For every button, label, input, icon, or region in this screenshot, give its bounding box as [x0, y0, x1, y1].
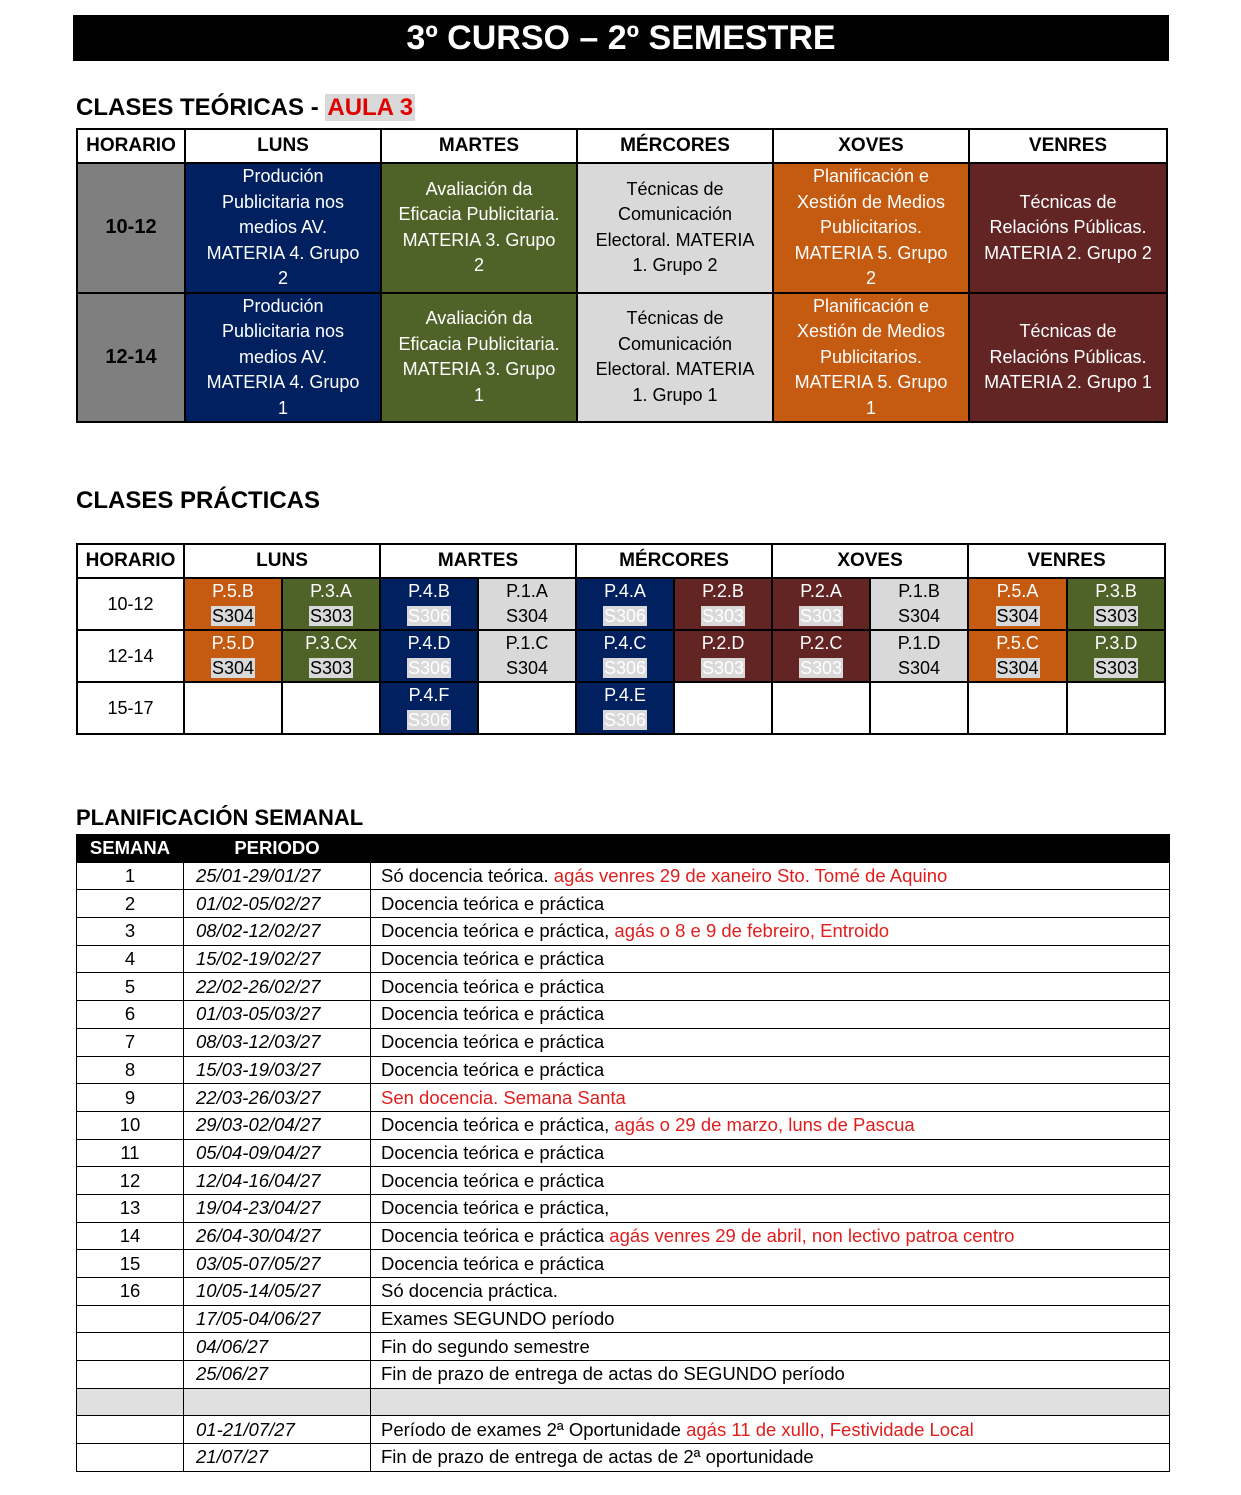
room-wrapper — [381, 656, 477, 681]
planning-row — [77, 1001, 1170, 1029]
room-wrapper — [283, 604, 379, 629]
description-text: Docencia teórica e práctica — [381, 1058, 605, 1080]
week-description — [371, 1361, 1170, 1389]
room-label: S306 — [407, 606, 451, 626]
planning-header-cell — [371, 835, 1170, 863]
practice-group-label: P.4.D — [407, 633, 451, 653]
practice-header-cell: LUNS — [184, 544, 380, 578]
theory-header-row — [77, 129, 1167, 163]
planning-section-title: PLANIFICACIÓN SEMANAL — [76, 805, 364, 830]
planning-table — [76, 834, 1170, 1472]
planning-header-cell: SEMANA — [77, 835, 184, 863]
theory-class-cell: Avaliación da Eficacia Publicitaria. MATERIA 3. Grupo 2 — [381, 163, 577, 293]
theory-header-cell: LUNS — [185, 129, 381, 163]
practice-group-cell — [380, 630, 478, 682]
theory-class-cell: Técnicas de Relacións Públicas. MATERIA 2. Grupo 2 — [969, 163, 1167, 293]
theory-class-cell: Técnicas de Relacións Públicas. MATERIA 2. Grupo 1 — [969, 293, 1167, 423]
week-description — [371, 1001, 1170, 1029]
theory-section-title — [76, 94, 415, 122]
period-dates: 08/02-12/02/27 — [184, 918, 371, 946]
planning-row — [77, 1139, 1170, 1167]
room-wrapper — [773, 656, 869, 681]
room-label: S304 — [211, 606, 255, 626]
time-slot-cell: 10-12 — [77, 578, 184, 630]
week-description — [371, 1305, 1170, 1333]
period-dates: 29/03-02/04/27 — [184, 1111, 371, 1139]
practice-group-cell — [968, 682, 1067, 734]
period-dates: 17/05-04/06/27 — [184, 1305, 371, 1333]
practice-group-label: P.4.F — [408, 685, 450, 705]
practice-group-cell — [576, 630, 674, 682]
exception-note: agás venres 29 de xaneiro Sto. Tomé de Aquino — [553, 865, 948, 887]
week-description — [371, 1139, 1170, 1167]
week-number: 3 — [77, 918, 184, 946]
week-number — [77, 1333, 184, 1361]
planning-row — [77, 1305, 1170, 1333]
practice-group-label: P.5.B — [212, 581, 254, 601]
week-number — [77, 1305, 184, 1333]
week-number: 6 — [77, 1001, 184, 1029]
description-text: Docencia teórica e práctica — [381, 1141, 605, 1163]
description-text: Docencia teórica e práctica — [381, 1224, 605, 1246]
practice-group-label: P.3.Cx — [305, 633, 357, 653]
practice-group-label: P.3.A — [310, 581, 352, 601]
practice-group-label: P.1.B — [898, 581, 940, 601]
week-description — [371, 890, 1170, 918]
week-number: 7 — [77, 1028, 184, 1056]
period-dates: 22/02-26/02/27 — [184, 973, 371, 1001]
description-text: Docencia teórica e práctica — [381, 1031, 605, 1053]
room-label: S303 — [309, 606, 353, 626]
planning-row — [77, 1416, 1170, 1444]
period-dates: 19/04-23/04/27 — [184, 1194, 371, 1222]
planning-row — [77, 1056, 1170, 1084]
week-number — [77, 1388, 184, 1416]
practice-group-cell — [870, 682, 968, 734]
planning-row — [77, 1084, 1170, 1112]
practice-group-label: P.4.B — [408, 581, 450, 601]
theory-class-cell: Produción Publicitaria nos medios AV. MATERIA 4. Grupo 2 — [185, 163, 381, 293]
week-description — [371, 1194, 1170, 1222]
theory-header-cell: MÉRCORES — [577, 129, 773, 163]
week-description — [371, 862, 1170, 890]
practice-group-cell — [870, 630, 968, 682]
room-wrapper — [185, 656, 281, 681]
practice-row — [77, 682, 1165, 734]
practice-header-cell: MÉRCORES — [576, 544, 772, 578]
room-label: S303 — [1095, 606, 1138, 626]
exception-note: agás 11 de xullo, Festividade Local — [686, 1418, 974, 1440]
period-dates: 08/03-12/03/27 — [184, 1028, 371, 1056]
practice-group-cell — [184, 682, 282, 734]
period-dates: 26/04-30/04/27 — [184, 1222, 371, 1250]
week-number: 5 — [77, 973, 184, 1001]
description-text: Exames SEGUNDO período — [381, 1308, 615, 1330]
practice-group-label: P.2.D — [701, 633, 745, 653]
practice-group-cell — [380, 578, 478, 630]
period-dates — [184, 1388, 371, 1416]
week-description — [371, 945, 1170, 973]
practice-group-cell — [772, 630, 870, 682]
week-description — [371, 1388, 1170, 1416]
planning-row — [77, 1111, 1170, 1139]
week-description — [371, 1222, 1170, 1250]
week-number: 11 — [77, 1139, 184, 1167]
planning-row — [77, 1388, 1170, 1416]
practice-section-title: CLASES PRÁCTICAS — [76, 487, 321, 514]
room-wrapper — [577, 656, 673, 681]
page-title-text: 3º CURSO – 2º SEMESTRE — [406, 18, 836, 57]
week-number: 2 — [77, 890, 184, 918]
practice-group-label: P.1.C — [505, 633, 549, 653]
description-text: Docencia teórica e práctica, — [381, 1114, 610, 1136]
practice-row — [77, 578, 1165, 630]
week-description — [371, 1333, 1170, 1361]
week-number: 10 — [77, 1111, 184, 1139]
practice-group-label: P.4.E — [604, 685, 646, 705]
room-wrapper — [577, 708, 673, 733]
period-dates: 05/04-09/04/27 — [184, 1139, 371, 1167]
theory-header-cell: MARTES — [381, 129, 577, 163]
room-label: S304 — [996, 606, 1039, 626]
theory-class-cell: Produción Publicitaria nos medios AV. MATERIA 4. Grupo 1 — [185, 293, 381, 423]
theory-row — [77, 163, 1167, 293]
practice-row — [77, 630, 1165, 682]
time-slot-cell: 15-17 — [77, 682, 184, 734]
planning-row — [77, 918, 1170, 946]
planning-row — [77, 945, 1170, 973]
time-slot-cell: 10-12 — [77, 163, 185, 293]
exception-note: agás o 29 de marzo, luns de Pascua — [614, 1114, 915, 1136]
practice-group-cell — [674, 630, 772, 682]
description-text: Docencia teórica e práctica — [381, 948, 605, 970]
exception-note: agás venres 29 de abril, non lectivo patroa centro — [609, 1224, 1015, 1246]
period-dates: 03/05-07/05/27 — [184, 1250, 371, 1278]
planning-row — [77, 1250, 1170, 1278]
room-wrapper — [381, 604, 477, 629]
planning-row — [77, 1444, 1170, 1472]
practice-group-cell — [1067, 630, 1165, 682]
description-text: Docencia teórica e práctica, — [381, 920, 610, 942]
practice-group-cell — [576, 578, 674, 630]
week-description — [371, 1084, 1170, 1112]
theory-class-cell: Planificación e Xestión de Medios Publicitarios. MATERIA 5. Grupo 1 — [773, 293, 969, 423]
practice-group-cell — [772, 682, 870, 734]
room-wrapper — [283, 656, 379, 681]
time-slot-cell: 12-14 — [77, 293, 185, 423]
planning-row — [77, 862, 1170, 890]
room-wrapper — [871, 656, 967, 681]
room-label: S303 — [702, 658, 745, 678]
description-text: Docencia teórica e práctica — [381, 1252, 605, 1274]
week-number: 8 — [77, 1056, 184, 1084]
week-description — [371, 1056, 1170, 1084]
week-number: 13 — [77, 1194, 184, 1222]
period-dates: 15/02-19/02/27 — [184, 945, 371, 973]
description-text: Docencia teórica e práctica — [381, 975, 605, 997]
period-dates: 01-21/07/27 — [184, 1416, 371, 1444]
time-slot-cell: 12-14 — [77, 630, 184, 682]
practice-group-cell — [870, 578, 968, 630]
week-description — [371, 973, 1170, 1001]
practice-header-row — [77, 544, 1165, 578]
practice-group-cell — [478, 682, 576, 734]
practice-group-label: P.2.A — [800, 581, 842, 601]
week-description — [371, 1167, 1170, 1195]
planning-header-row — [77, 835, 1170, 863]
practice-group-cell — [674, 578, 772, 630]
week-number: 15 — [77, 1250, 184, 1278]
week-number: 16 — [77, 1278, 184, 1306]
practice-group-label: P.3.B — [1095, 581, 1137, 601]
theory-schedule-table — [76, 128, 1168, 423]
room-label: S304 — [898, 658, 941, 678]
planning-row — [77, 973, 1170, 1001]
room-label: S306 — [604, 658, 647, 678]
practice-group-cell — [282, 578, 380, 630]
period-dates: 22/03-26/03/27 — [184, 1084, 371, 1112]
week-number: 4 — [77, 945, 184, 973]
planning-row — [77, 1167, 1170, 1195]
practice-group-label: P.3.D — [1094, 633, 1138, 653]
theory-header-cell: XOVES — [773, 129, 969, 163]
room-label: S304 — [898, 606, 941, 626]
period-dates: 21/07/27 — [184, 1444, 371, 1472]
practice-group-cell — [184, 630, 282, 682]
description-text: Fin de prazo de entrega de actas de 2ª oportunidade — [381, 1446, 814, 1468]
period-dates: 01/03-05/03/27 — [184, 1001, 371, 1029]
week-number — [77, 1444, 184, 1472]
period-dates: 15/03-19/03/27 — [184, 1056, 371, 1084]
theory-title-text: CLASES TEÓRICAS - — [76, 94, 319, 121]
room-label: S303 — [309, 658, 353, 678]
planning-row — [77, 890, 1170, 918]
practice-group-cell — [968, 630, 1067, 682]
description-text: Período de exames 2ª Oportunidade — [381, 1418, 681, 1440]
week-description — [371, 1028, 1170, 1056]
practice-group-cell — [282, 630, 380, 682]
period-dates: 04/06/27 — [184, 1333, 371, 1361]
room-wrapper — [871, 604, 967, 629]
description-text: Só docencia teórica. — [381, 865, 549, 887]
theory-header-cell: HORARIO — [77, 129, 185, 163]
theory-class-cell: Técnicas de Comunicación Electoral. MATERIA 1. Grupo 2 — [577, 163, 773, 293]
room-wrapper — [381, 708, 477, 733]
room-wrapper — [675, 656, 771, 681]
practice-header-cell: MARTES — [380, 544, 576, 578]
week-description — [371, 1278, 1170, 1306]
theory-row — [77, 293, 1167, 423]
room-label: S306 — [604, 606, 647, 626]
room-label: S306 — [407, 658, 451, 678]
room-label: S306 — [604, 710, 647, 730]
description-text: Docencia teórica e práctica — [381, 892, 605, 914]
practice-group-cell — [282, 682, 380, 734]
room-label: S306 — [407, 710, 451, 730]
room-wrapper — [675, 604, 771, 629]
period-dates: 10/05-14/05/27 — [184, 1278, 371, 1306]
room-label: S303 — [1095, 658, 1138, 678]
week-number — [77, 1361, 184, 1389]
period-dates: 12/04-16/04/27 — [184, 1167, 371, 1195]
description-text: Só docencia práctica. — [381, 1280, 558, 1302]
theory-body — [77, 163, 1167, 422]
room-label: S304 — [506, 658, 549, 678]
planning-header-cell: PERIODO — [184, 835, 371, 863]
room-wrapper — [1068, 604, 1164, 629]
practice-schedule-table — [76, 543, 1166, 735]
practice-group-label: P.1.A — [506, 581, 548, 601]
period-dates: 25/06/27 — [184, 1361, 371, 1389]
exception-note: agás o 8 e 9 de febreiro, Entroido — [614, 920, 890, 942]
description-text: Docencia teórica e práctica — [381, 1169, 605, 1191]
practice-group-cell — [968, 578, 1067, 630]
planning-body — [77, 862, 1170, 1471]
practice-group-label: P.4.A — [604, 581, 646, 601]
planning-row — [77, 1194, 1170, 1222]
room-label: S303 — [800, 658, 843, 678]
practice-group-cell — [1067, 578, 1165, 630]
practice-group-cell — [1067, 682, 1165, 734]
week-number: 1 — [77, 862, 184, 890]
period-dates: 01/02-05/02/27 — [184, 890, 371, 918]
description-text: Fin do segundo semestre — [381, 1335, 590, 1357]
planning-row — [77, 1028, 1170, 1056]
practice-group-label: P.2.B — [702, 581, 744, 601]
room-wrapper — [479, 604, 575, 629]
room-label: S304 — [996, 658, 1039, 678]
room-label: S304 — [506, 606, 549, 626]
period-dates: 25/01-29/01/27 — [184, 862, 371, 890]
week-description — [371, 1111, 1170, 1139]
practice-group-cell — [576, 682, 674, 734]
practice-group-cell — [478, 630, 576, 682]
week-description — [371, 918, 1170, 946]
week-description — [371, 1416, 1170, 1444]
room-wrapper — [185, 604, 281, 629]
exception-note: Sen docencia. Semana Santa — [381, 1086, 626, 1108]
practice-group-label: P.5.C — [996, 633, 1039, 653]
theory-class-cell: Avaliación da Eficacia Publicitaria. MATERIA 3. Grupo 1 — [381, 293, 577, 423]
room-wrapper — [577, 604, 673, 629]
practice-header-cell: VENRES — [968, 544, 1165, 578]
description-text: Fin de prazo de entrega de actas do SEGUNDO período — [381, 1363, 845, 1385]
room-wrapper — [969, 656, 1066, 681]
theory-class-cell: Planificación e Xestión de Medios Publicitarios. MATERIA 5. Grupo 2 — [773, 163, 969, 293]
planning-row — [77, 1333, 1170, 1361]
room-wrapper — [773, 604, 869, 629]
planning-row — [77, 1278, 1170, 1306]
room-wrapper — [969, 604, 1066, 629]
page-title — [73, 15, 1169, 61]
week-number — [77, 1416, 184, 1444]
practice-header-cell: XOVES — [772, 544, 968, 578]
description-text: Docencia teórica e práctica, — [381, 1197, 610, 1219]
practice-group-cell — [674, 682, 772, 734]
practice-group-cell — [478, 578, 576, 630]
theory-class-cell: Técnicas de Comunicación Electoral. MATERIA 1. Grupo 1 — [577, 293, 773, 423]
practice-group-label: P.5.A — [996, 581, 1039, 601]
room-label: S304 — [211, 658, 255, 678]
practice-header-cell: HORARIO — [77, 544, 184, 578]
room-label: S303 — [800, 606, 843, 626]
practice-group-label: P.5.D — [211, 633, 255, 653]
week-number: 9 — [77, 1084, 184, 1112]
room-label: S303 — [702, 606, 745, 626]
week-description — [371, 1444, 1170, 1472]
practice-group-label: P.2.C — [799, 633, 843, 653]
practice-group-label: P.4.C — [603, 633, 647, 653]
practice-group-cell — [184, 578, 282, 630]
week-number: 14 — [77, 1222, 184, 1250]
week-description — [371, 1250, 1170, 1278]
description-text: Docencia teórica e práctica — [381, 1003, 605, 1025]
practice-group-cell — [380, 682, 478, 734]
week-number: 12 — [77, 1167, 184, 1195]
planning-row — [77, 1361, 1170, 1389]
practice-group-label: P.1.D — [897, 633, 941, 653]
room-wrapper — [479, 656, 575, 681]
aula-tag: AULA 3 — [327, 94, 414, 121]
practice-group-cell — [772, 578, 870, 630]
planning-row — [77, 1222, 1170, 1250]
practice-body — [77, 578, 1165, 734]
theory-header-cell: VENRES — [969, 129, 1167, 163]
room-wrapper — [1068, 656, 1164, 681]
